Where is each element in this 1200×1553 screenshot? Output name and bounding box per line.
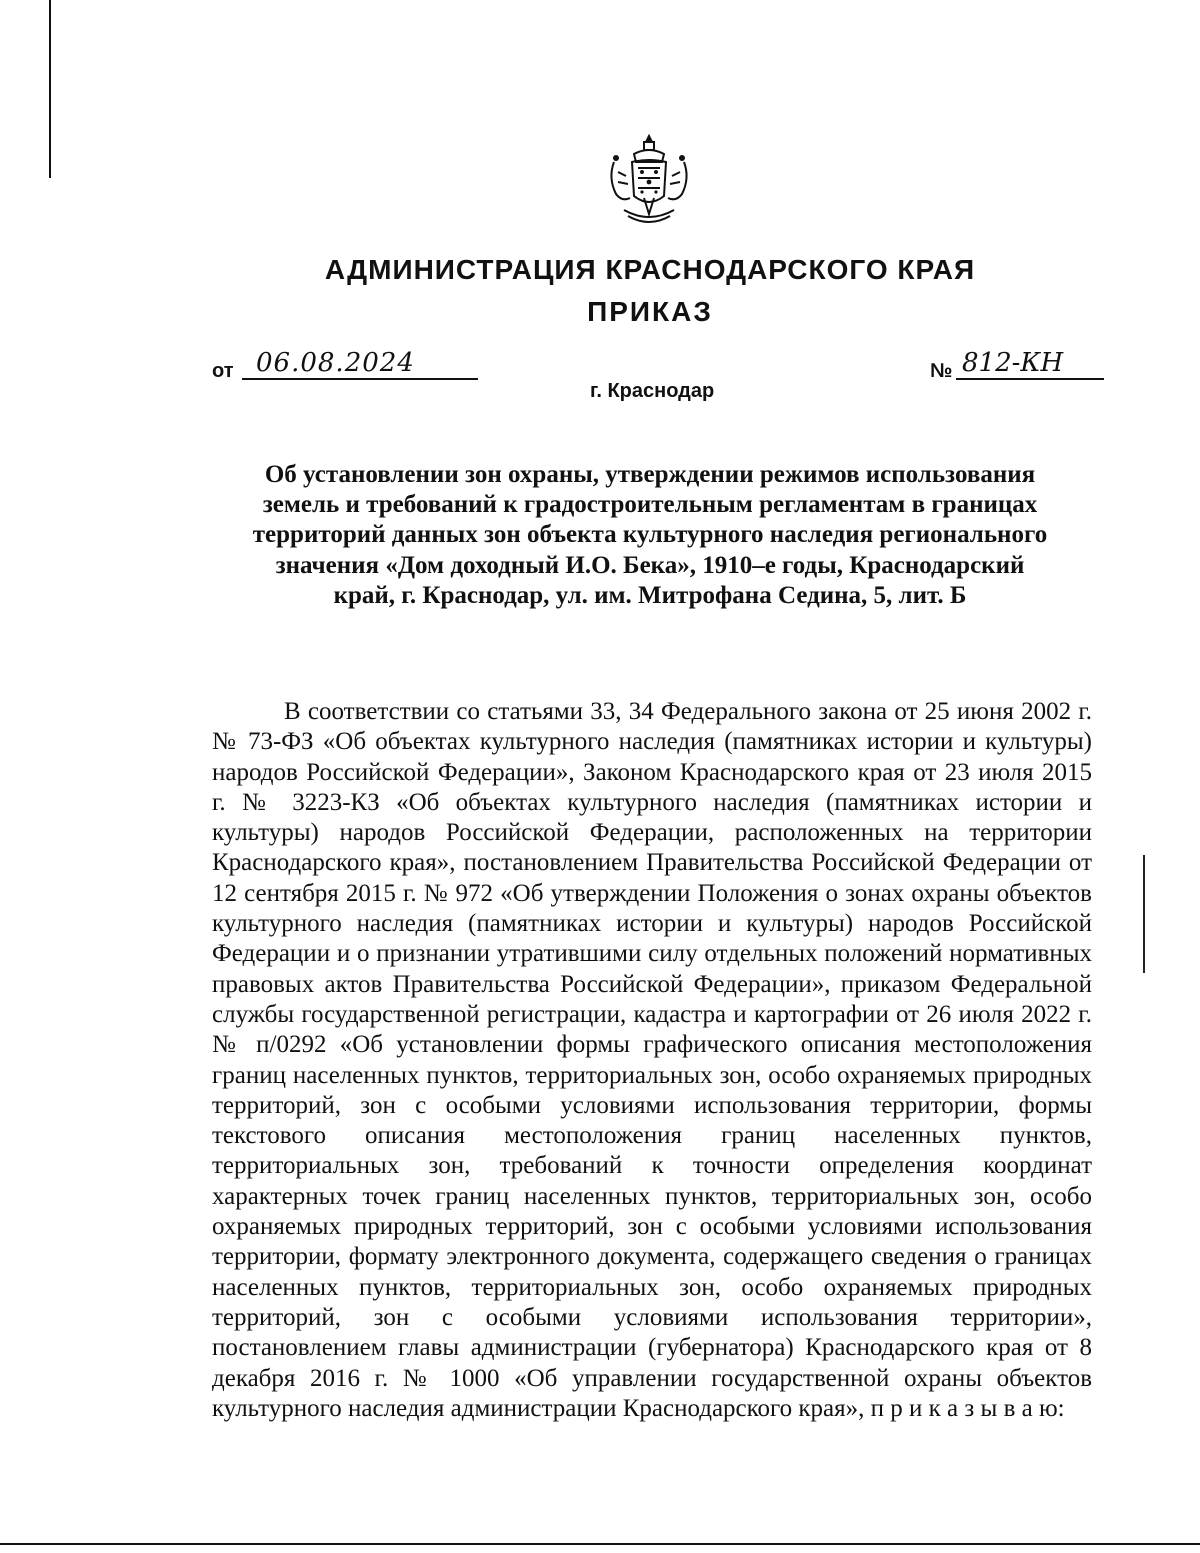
body-paragraph: В соответствии со статьями 33, 34 Федерального закона от 25 июня 2002 г. № 73-ФЗ «Об объектах культурного наследия (памятниках истории и культуры) народов Российской Федерации», Законом Краснодарского края от 23 июля 2015 г. № 3223-КЗ «Об объектах культурного наследия (памятниках истории и культуры) народов Российской Федерации, расположенных на территории Краснодарского края», постановлением Правительства Российской Федерации от 12 сентября 2015 г. № 972 «Об утверждении Положения о зонах охраны объектов культурного наследия (памятниках истории и культуры) народов Российской Федерации и о признании утратившими силу отдельных положений нормативных правовых актов Правительства Российской Федерации», приказом Федеральной службы государственной регистрации, кадастра и картографии от 26 июля 2022 г. № п/0292 «Об установлении формы графического описания местоположения границ населенных пунктов, территориальных зон, особо охраняемых природных территорий, зон с особыми условиями использования территории, формы текстового описания местоположения границ населенных пунктов, территориальных зон, требований к точности определения координат характерных точек границ населенных пунктов, территориальных зон, особо охраняемых природных территорий, зон с особыми условиями использования территории, формату электронного документа, содержащего сведения о границах населенных пунктов, территориальных зон, особо охраняемых природных территорий, зон с особыми условиями использования территории», постановлением главы администрации (губернатора) Краснодарского края от 8 декабря 2016 г. № 1000 «Об управлении государственной охраны объектов культурного наследия администрации Краснодарского края», п р и к а з ы в а ю: [212, 698, 1092, 1422]
number-value: 812-КН [962, 348, 1064, 378]
date-underline [242, 378, 478, 380]
coat-of-arms-icon [604, 132, 694, 232]
number-underline [956, 378, 1104, 380]
document-subject: Об установлении зон охраны, утверждении режимов использования земель и требований к градостроительным регламентам в границах территорий данных зон объекта культурного наследия регионального значения «Дом доходный И.О. Бека», 1910–е годы, Краснодарский край, г. Краснодар, ул. им. Митрофана Седина, 5, лит. Б [252, 461, 1048, 609]
date-value: 06.08.2024 [256, 348, 415, 378]
scan-margin-mark [1143, 855, 1145, 973]
city-name: г. Краснодар [590, 380, 715, 402]
scan-bottom-line [0, 1543, 1200, 1545]
number-field [930, 348, 1095, 386]
scan-edge-line [49, 0, 51, 178]
number-label: № [930, 360, 953, 382]
date-field [212, 348, 472, 386]
organization-title: АДМИНИСТРАЦИЯ КРАСНОДАРСКОГО КРАЯ [324, 254, 976, 285]
date-label: от [212, 360, 234, 382]
document-type: ПРИКАЗ [587, 296, 713, 327]
